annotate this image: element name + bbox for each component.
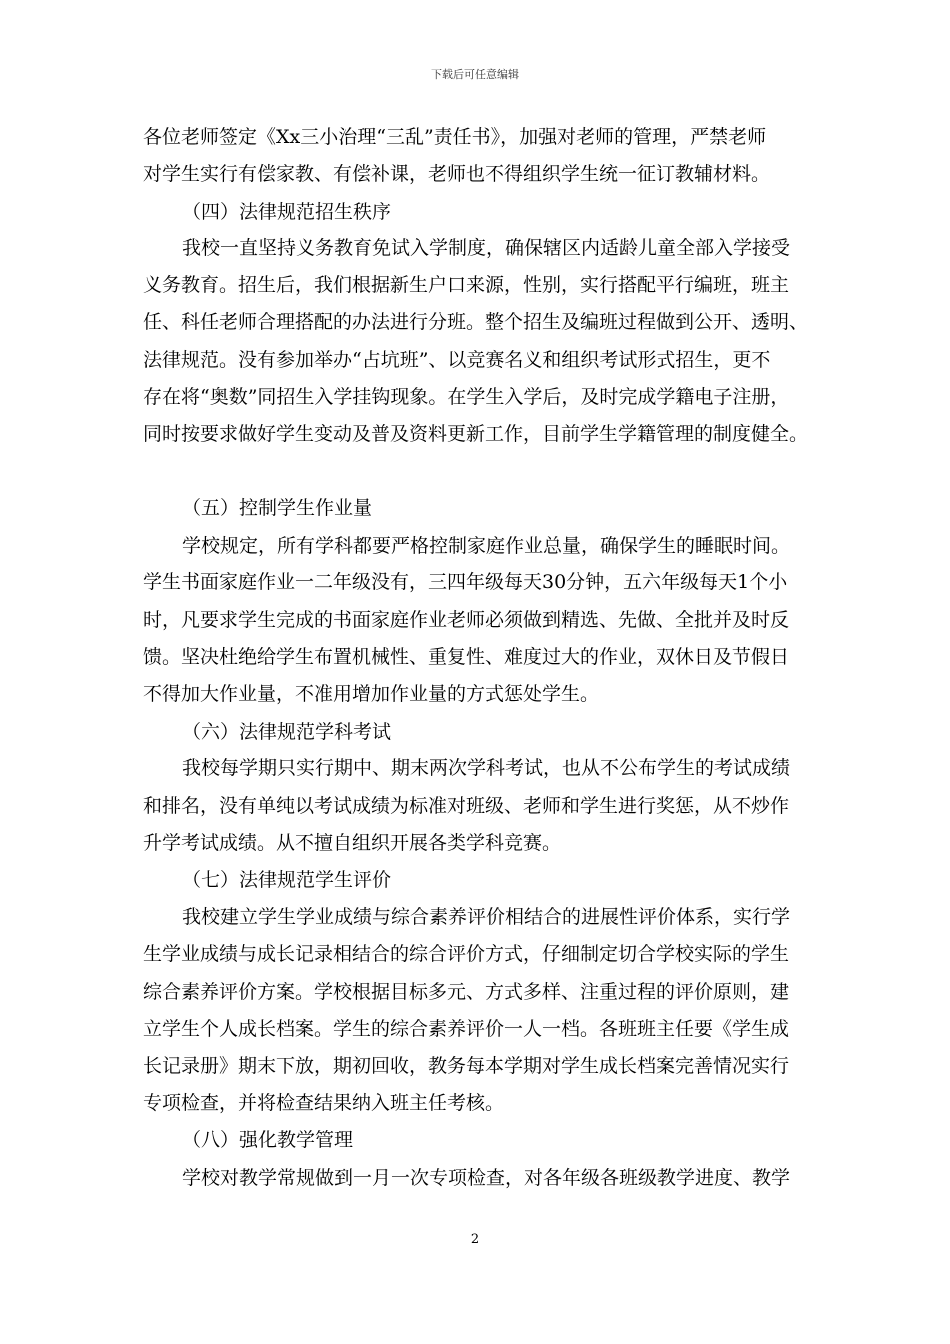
paragraph-line: 法律规范。没有参加举办“占坑班”、以竞赛名义和组织考试形式招生，更不 bbox=[143, 349, 771, 371]
paragraph-line: 同时按要求做好学生变动及普及资料更新工作，目前学生学籍管理的制度健全。 bbox=[143, 423, 809, 445]
paragraph-line: 任、科任老师合理搭配的办法进行分班。整个招生及编班过程做到公开、透明、 bbox=[143, 311, 809, 333]
paragraph-line: 馈。坚决杜绝给学生布置机械性、重复性、难度过大的作业，双休日及节假日 bbox=[143, 646, 790, 668]
paragraph-line: 不得加大作业量，不准用增加作业量的方式惩处学生。 bbox=[143, 683, 600, 705]
section-heading-7: （七）法律规范学生评价 bbox=[182, 869, 392, 891]
paragraph-line: 对学生实行有偿家教、有偿补课，老师也不得组织学生统一征订教辅材料。 bbox=[143, 163, 771, 185]
paragraph-line: 存在将“奥数”同招生入学挂钩现象。在学生入学后，及时完成学籍电子注册， bbox=[143, 386, 790, 408]
paragraph-line: 生学业成绩与成长记录相结合的综合评价方式，仔细制定切合学校实际的学生 bbox=[143, 943, 790, 965]
section-heading-6: （六）法律规范学科考试 bbox=[182, 721, 392, 743]
paragraph-line: 学校规定，所有学科都要严格控制家庭作业总量，确保学生的睡眠时间。 bbox=[182, 535, 791, 557]
section-heading-4: （四）法律规范招生秩序 bbox=[182, 201, 392, 223]
paragraph-line: 专项检查，并将检查结果纳入班主任考核。 bbox=[143, 1092, 505, 1114]
paragraph-line: 学校对教学常规做到一月一次专项检查，对各年级各班级教学进度、教学 bbox=[182, 1167, 791, 1189]
paragraph-line: 义务教育。招生后，我们根据新生户口来源，性别，实行搭配平行编班，班主 bbox=[143, 274, 790, 296]
paragraph-line: 我校建立学生学业成绩与综合素养评价相结合的进展性评价体系，实行学 bbox=[182, 906, 791, 928]
paragraph-line: 时，凡要求学生完成的书面家庭作业老师必须做到精选、先做、全批并及时反 bbox=[143, 609, 790, 631]
section-heading-5: （五）控制学生作业量 bbox=[182, 497, 373, 519]
paragraph-line: 学生书面家庭作业一二年级没有，三四年级每天30分钟，五六年级每天1个小 bbox=[143, 571, 788, 593]
paragraph-line: 立学生个人成长档案。学生的综合素养评价一人一档。各班班主任要《学生成 bbox=[143, 1018, 790, 1040]
paragraph-line: 长记录册》期末下放，期初回收，教务每本学期对学生成长档案完善情况实行 bbox=[143, 1055, 790, 1077]
paragraph-line: 我校每学期只实行期中、期末两次学科考试，也从不公布学生的考试成绩 bbox=[182, 757, 791, 779]
paragraph-line: 各位老师签定《Xx三小治理“三乱”责任书》，加强对老师的管理，严禁老师 bbox=[143, 126, 767, 148]
paragraph-line: 和排名，没有单纯以考试成绩为标准对班级、老师和学生进行奖惩，从不炒作 bbox=[143, 795, 790, 817]
section-heading-8: （八）强化教学管理 bbox=[182, 1129, 354, 1151]
page-number: 2 bbox=[470, 1232, 480, 1247]
paragraph-line: 升学考试成绩。从不擅自组织开展各类学科竞赛。 bbox=[143, 832, 562, 854]
paragraph-line: 我校一直坚持义务教育免试入学制度，确保辖区内适龄儿童全部入学接受 bbox=[182, 237, 791, 259]
paragraph-line: 综合素养评价方案。学校根据目标多元、方式多样、注重过程的评价原则，建 bbox=[143, 981, 790, 1003]
page-header: 下载后可任意编辑 bbox=[431, 68, 519, 81]
